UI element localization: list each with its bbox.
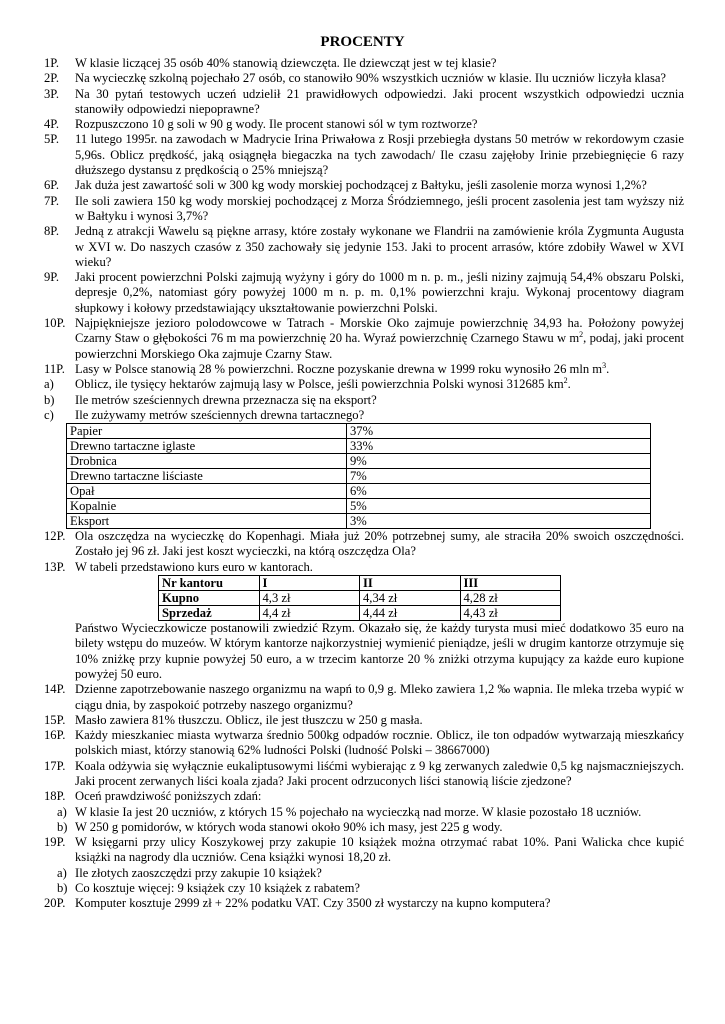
problem-text: Na 30 pytań testowych uczeń udzielił 21 prawidłowych odpowiedzi. Jaki procent wszystkich odpowiedzi ucznia stanowiły odpowiedzi niepoprawne? [75,86,684,116]
problem-13-continuation: Państwo Wycieczkowicze postanowili zwiedzić Rzym. Okazało się, że każdy turysta musi mieć dodatkowo 35 euro na bilety wstępu do muzeów. W którym kantorze najkorzystniej wymienić pieniądze, jeśli w drugim kantorze otrzymuje się 10% zniżkę przy kupnie powyżej 50 euro, a w trzecim kantorze 20 % zniżki otrzyma kupujący za każde euro kupione powyżej 50 euro. [75,621,684,681]
subquestion-11c [44,408,684,423]
table-header-row [159,576,561,591]
problem-text: W tabeli przedstawiono kurs euro w kantorach. [75,559,313,574]
row-label: Sprzedaż [159,606,260,621]
subquestion-text [75,377,684,392]
table-row [67,499,651,514]
problem-text [75,362,684,377]
row-label: Kupno [159,591,260,606]
problem-2 [44,71,684,86]
superscript: 2 [579,330,584,340]
problem-text: Dzienne zapotrzebowanie naszego organizmu na wapń to 0,9 g. Mleko zawiera 1,2 ‰ wapnia. Ile mleka trzeba wypić w ciągu dnia, by zaspokoić potrzeby naszego organizmu? [75,682,684,712]
table-row [67,514,651,529]
problem-text: Jedną z atrakcji Wawelu są piękne arrasy, które zostały wykonane we Flandrii na zamówienie króla Zygmunta Augusta w XVI w. Do naszych czasów z 350 zachowały się jedynie 153. Jaki to procent arrasów, które zdobiły Wawel w XVI wieku? [75,224,684,269]
subquestion-11b [44,393,684,408]
problem-1 [44,56,684,71]
problem-text: Ile soli zawiera 150 kg wody morskiej pochodzącej z Morza Śródziemnego, jeśli procent zasolenia jest tam wyższy niż w Bałtyku i wynosi 3,7%? [75,193,684,223]
problem-number: 13P. [44,559,66,574]
problem-text-tail: . [606,361,610,376]
problem-text-tail: , podaj, jaki procent powierzchni Morskiego Oka zajmuje Czarny Staw. [75,331,684,361]
table-row [67,424,651,439]
subquestion-text: W klasie Ia jest 20 uczniów, z których 15 % pojechało na wycieczką nad morze. W klasie pozostało 18 uczniów. [75,804,642,819]
problem-13 [44,560,684,575]
problem-number: 6P. [44,178,60,193]
subquestion-text: Ile zużywamy metrów sześciennych drewna tartacznego? [75,407,365,422]
problem-16 [44,728,684,759]
superscript: 2 [563,376,568,386]
subquestion-text: Ile złotych zaoszczędzi przy zakupie 10 książek? [75,865,322,880]
problem-15 [44,713,684,728]
subquestion-19b [44,881,684,896]
subquestion-label: a) [57,865,67,880]
problem-text: W klasie liczącej 35 osób 40% stanowią dziewczęta. Ile dziewcząt jest w tej klasie? [75,56,497,70]
table-header-cell: I [259,576,360,591]
table-row [159,591,561,606]
problem-text: Koala odżywia się wyłącznie eukaliptusowymi liśćmi wybierając z 9 kg zerwanych zaledwie 0,5 kg najsmaczniejszych. Jaki procent zerwanych liści koala zjada? Jaki procent odrzuconych liści stanowią liście zjedzone? [75,758,684,788]
percent-cell: 9% [347,454,651,469]
percent-cell: 3% [347,514,651,529]
problem-number: 7P. [44,193,60,208]
table-header-cell: III [460,576,561,591]
problem-20 [44,896,684,911]
problem-4 [44,117,684,132]
table-row [67,484,651,499]
problem-text: Oceń prawdziwość poniższych zdań: [75,789,262,804]
problem-11 [44,362,684,377]
problem-list [44,56,684,912]
problem-number: 9P. [44,270,60,285]
problem-3 [44,87,684,118]
table-cell: 4,4 zł [259,606,360,621]
subquestion-label: b) [44,392,55,407]
subquestion-label: b) [57,881,68,896]
page-title: PROCENTY [320,34,405,50]
problem-number: 20P. [44,896,66,911]
problem-text: W księgarni przy ulicy Koszykowej przy zakupie 10 książek można otrzymać rabat 10%. Pani Walicka chce kupić książki na nagrody dla uczniów. Cena książki wynosi 18,20 zł. [75,835,684,865]
problem-text-main: Najpiękniejsze jezioro polodowcowe w Tatrach - Morskie Oko zajmuje powierzchnię 34,93 ha. Położony powyżej Czarny Staw o głębokości 76 m ma powierzchnię 20 ha. Wyraź powierzchnię Czarnego Stawu w m [75,316,684,346]
subquestion-19a [44,866,684,881]
table-header-cell: II [360,576,461,591]
problem-7 [44,194,684,225]
subquestion-label: b) [57,819,68,834]
category-cell: Drewno tartaczne iglaste [67,439,347,454]
problem-9 [44,270,684,316]
percent-cell: 7% [347,469,651,484]
subquestion-text-main: Oblicz, ile tysięcy hektarów zajmują lasy w Polsce, jeśli powierzchnia Polski wynosi 312685 km [75,377,564,392]
problem-number: 4P. [44,117,60,132]
problem-text: Na wycieczkę szkolną pojechało 27 osób, co stanowiło 90% wszystkich uczniów w klasie. Ilu uczniów liczyła klasa? [75,71,667,86]
category-cell: Papier [67,424,347,439]
problem-number: 11P. [44,361,65,376]
problem-number: 10P. [44,316,66,331]
category-cell: Eksport [67,514,347,529]
table-header-cell: Nr kantoru [159,576,260,591]
subquestion-text: Ile metrów sześciennych drewna przeznacza się na eksport? [75,392,377,407]
table-cell: 4,34 zł [360,591,461,606]
problem-number: 14P. [44,682,66,697]
problem-text: Masło zawiera 81% tłuszczu. Oblicz, ile jest tłuszczu w 250 g masła. [75,712,423,727]
problem-number: 5P. [44,132,60,147]
subquestion-11a [44,377,684,392]
problem-text: Ola oszczędza na wycieczkę do Kopenhagi. Miała już 20% potrzebnej sumy, ale straciła 20% swoich oszczędności. Zostało jej 96 zł. Jaki jest koszt wycieczki, na którą oszczędza Ola? [75,529,684,559]
superscript: 3 [602,360,607,370]
problem-number: 17P. [44,758,66,773]
problem-text-main: Lasy w Polsce stanowią 28 % powierzchni. Roczne pozyskanie drewna w 1999 roku wynosiło 26 mln m [75,361,603,376]
problem-17 [44,759,684,790]
table-cell: 4,3 zł [259,591,360,606]
problem-text: Jaki procent powierzchni Polski zajmują wyżyny i góry do 1000 m n. p. m., jeśli niziny zajmują 54,4% obszaru Polski, depresje 0,2%, natomiast góry powyżej 1000 m n. p. m. 0,1% powierzchni kraju. Wykonaj procentowy diagram słupkowy i kołowy przedstawiający ukształtowanie powierzchni Polski. [75,270,684,315]
table-cell: 4,44 zł [360,606,461,621]
subquestion-label: c) [44,407,54,422]
problem-number: 19P. [44,835,66,850]
problem-number: 1P. [44,56,60,70]
problem-number: 2P. [44,71,60,86]
table-row [67,469,651,484]
problem-14 [44,682,684,713]
problem-12 [44,529,684,560]
problem-number: 16P. [44,728,66,743]
percent-cell: 37% [347,424,651,439]
problem-text [75,316,684,362]
subquestion-18a [44,805,684,820]
percent-cell: 33% [347,439,651,454]
problem-5 [44,132,684,178]
subquestion-label: a) [44,377,54,392]
category-cell: Kopalnie [67,499,347,514]
category-cell: Drewno tartaczne liściaste [67,469,347,484]
table-row [67,454,651,469]
problem-number: 8P. [44,224,60,239]
table-cell: 4,28 zł [460,591,561,606]
problem-number: 3P. [44,86,60,101]
problem-text: Każdy mieszkaniec miasta wytwarza średnio 500kg odpadów rocznie. Oblicz, ile ton odpadów wytwarzają mieszkańcy polskich miast, którzy stanowią 62% ludności Polski (ludność Polski – 38667000) [75,728,684,758]
problem-text: Rozpuszczono 10 g soli w 90 g wody. Ile procent stanowi sól w tym roztworze? [75,117,478,132]
problem-10 [44,316,684,362]
problem-text: 11 lutego 1995r. na zawodach w Madrycie Irina Priwałowa z Rosji przebiegła dystans 50 metrów w rekordowym czasie 5,96s. Oblicz prędkość, jaką osiągnęła biegaczka na tych zawodach/ Ile czasu zajęłoby Irinie przebiegnięcie 6 razy dłuższego dystansu z prędkością o 25% mniejszą? [75,132,684,178]
subquestion-text: Co kosztuje więcej: 9 książek czy 10 książek z rabatem? [75,881,360,896]
problem-number: 18P. [44,789,66,804]
wood-usage-table [66,423,651,529]
problem-text: Jak duża jest zawartość soli w 300 kg wody morskiej pochodzącej z Bałtyku, jeśli zasolenie morza wynosi 1,2%? [75,178,647,193]
problem-6 [44,178,684,193]
percent-cell: 6% [347,484,651,499]
table-cell: 4,43 zł [460,606,561,621]
category-cell: Opał [67,484,347,499]
problem-18 [44,789,684,804]
problem-8 [44,224,684,270]
subquestion-18b [44,820,684,835]
problem-number: 12P. [44,529,66,544]
subquestion-text-tail: . [567,377,571,392]
problem-number: 15P. [44,712,66,727]
subquestion-text: W 250 g pomidorów, w których woda stanowi około 90% ich masy, jest 225 g wody. [75,819,503,834]
table-row [67,439,651,454]
problem-text: Komputer kosztuje 2999 zł + 22% podatku VAT. Czy 3500 zł wystarczy na kupno komputera? [75,896,551,911]
percent-cell: 5% [347,499,651,514]
category-cell: Drobnica [67,454,347,469]
exchange-rate-table [158,575,561,621]
table-row [159,606,561,621]
problem-19 [44,835,684,866]
subquestion-label: a) [57,804,67,819]
